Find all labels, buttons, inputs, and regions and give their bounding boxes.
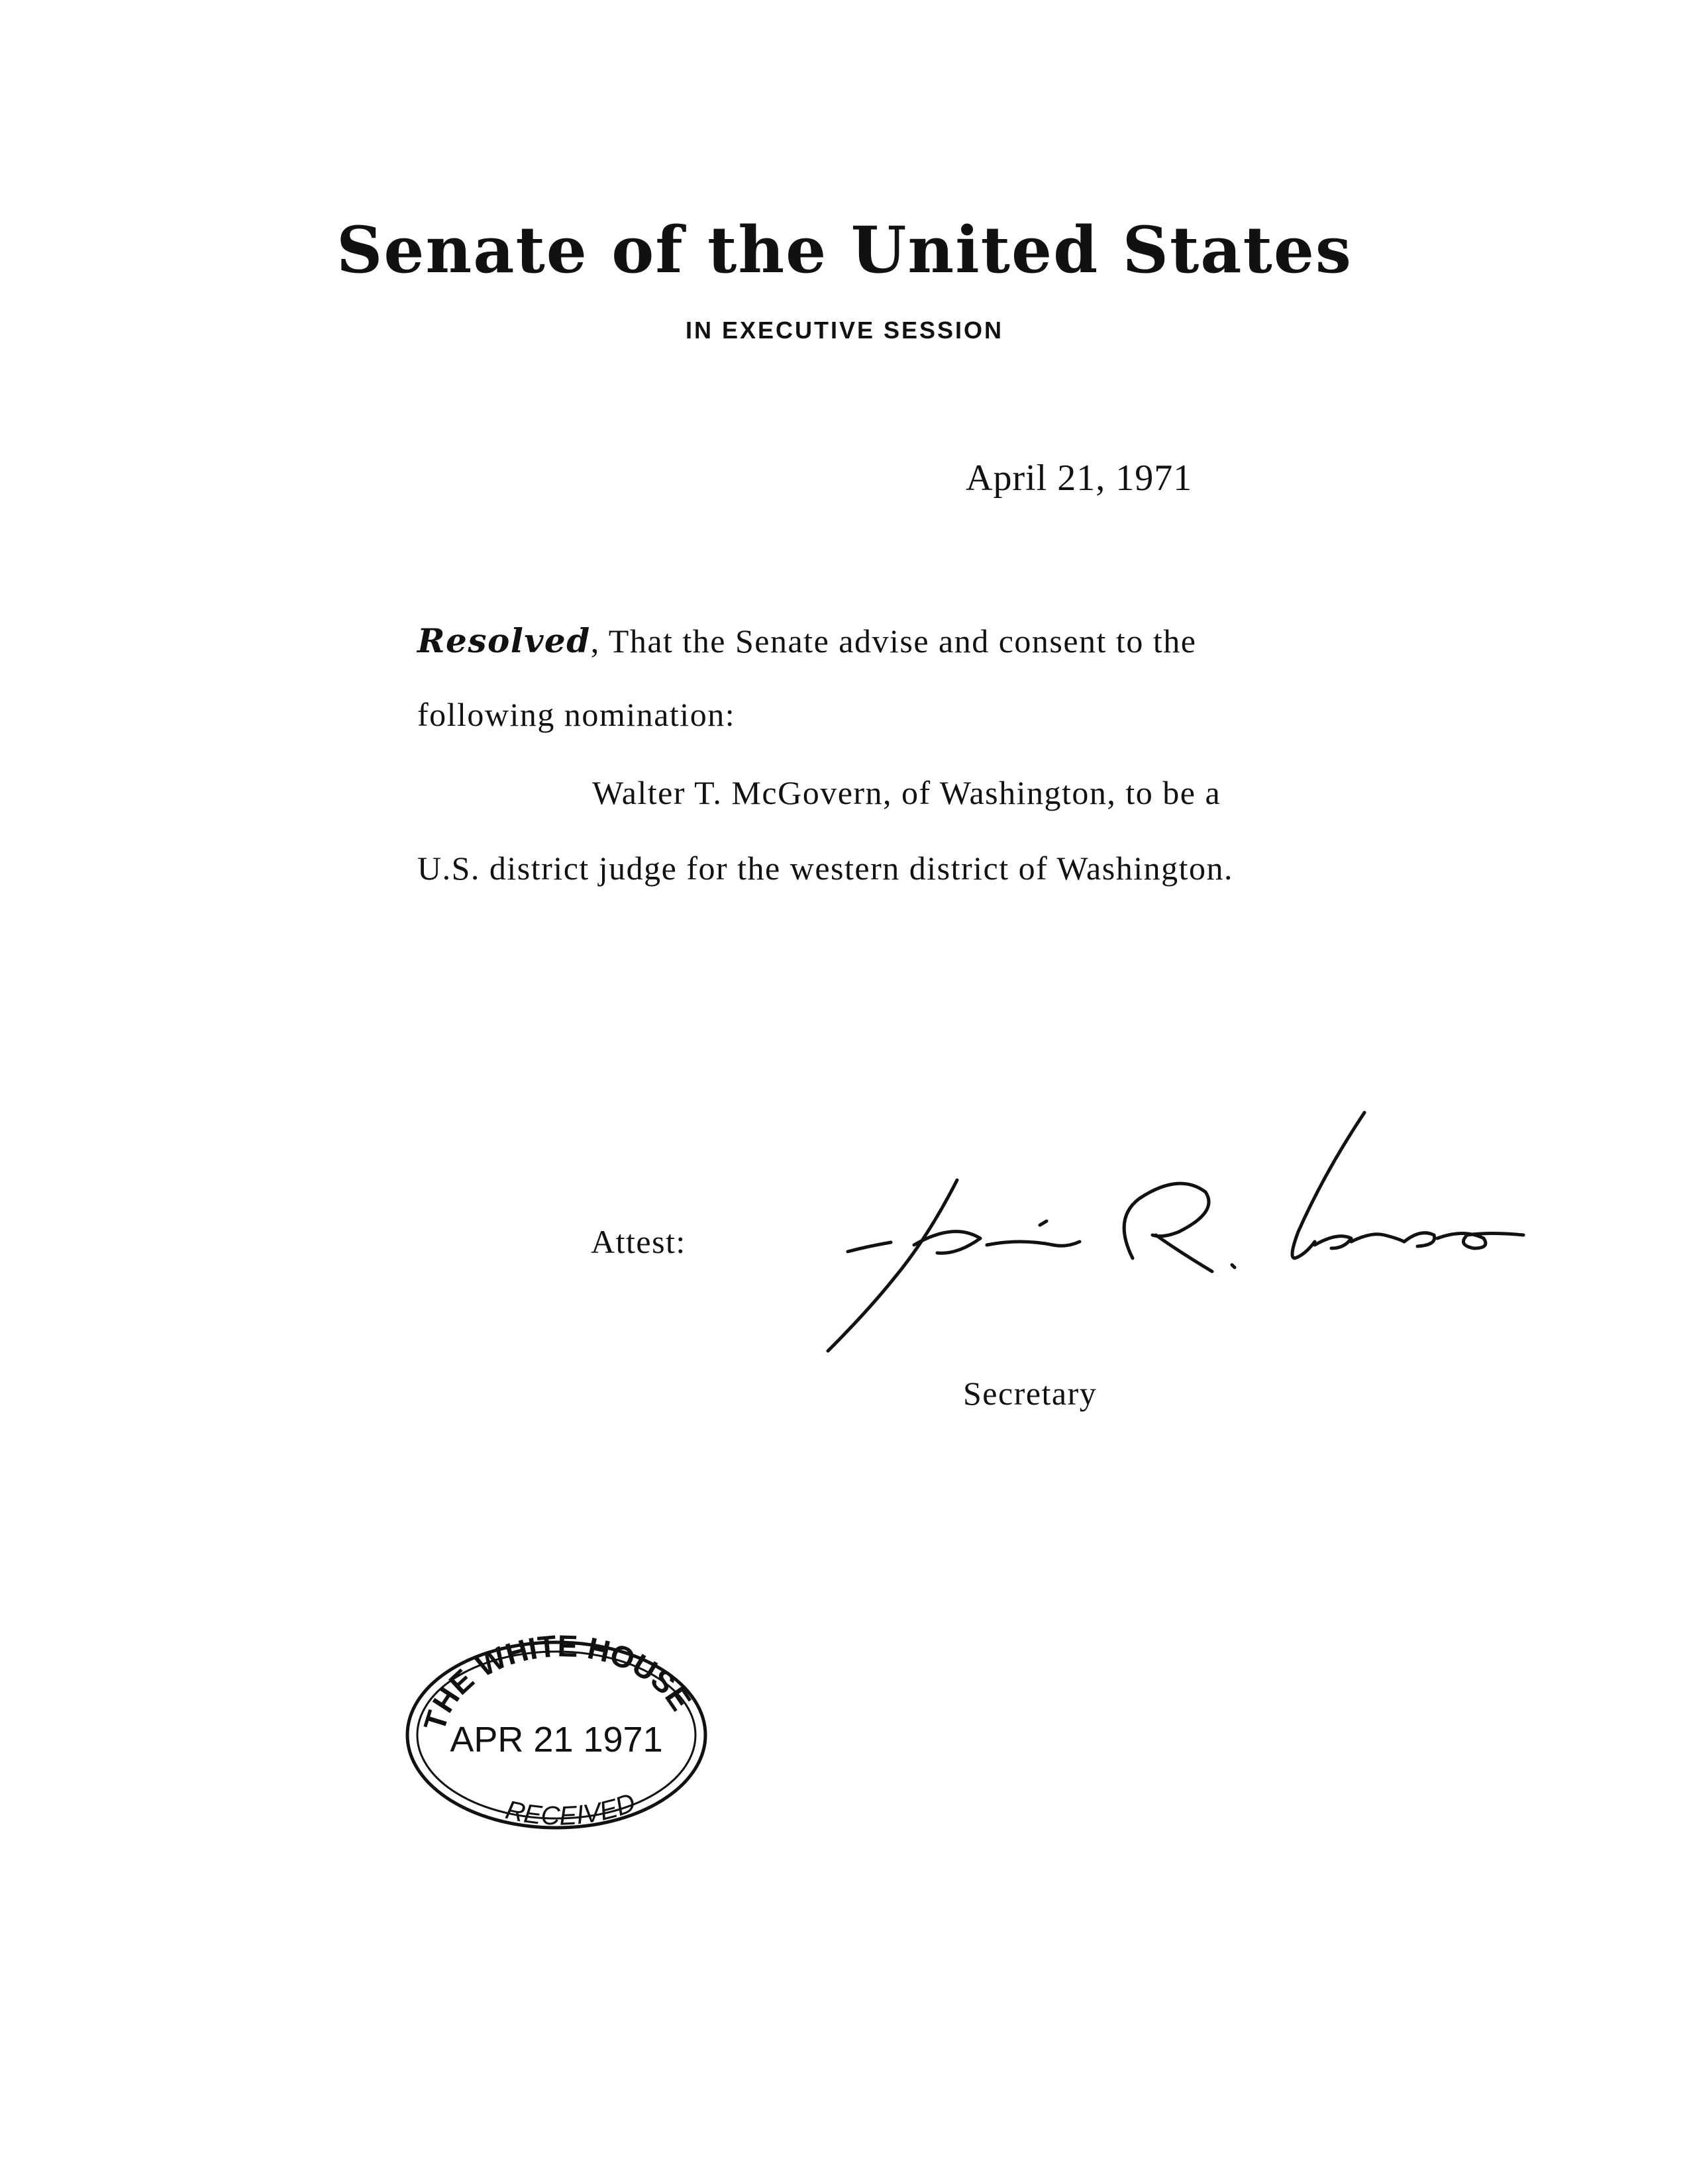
stamp-date: APR 21 1971 xyxy=(450,1720,663,1760)
svg-text:THE WHITE HOUSE xyxy=(417,1629,698,1735)
resolution-line-1-text: , That the Senate advise and consent to the xyxy=(590,622,1197,660)
stamp-top-text: THE WHITE HOUSE xyxy=(417,1629,699,1735)
nomination-line-2: U.S. district judge for the western district of Washington. xyxy=(417,850,1233,887)
nomination-line-1: Walter T. McGovern, of Washington, to be a xyxy=(592,774,1221,811)
attest-label: Attest: xyxy=(591,1223,686,1260)
resolution-line-1 xyxy=(417,621,1196,660)
senate-heading: Senate of the United States xyxy=(336,213,1353,287)
document-date: April 21, 1971 xyxy=(966,458,1193,499)
resolved-word: Resolved xyxy=(417,621,591,660)
stamp-bottom-text: RECEIVED xyxy=(503,1787,640,1831)
svg-text:RECEIVED xyxy=(503,1788,639,1831)
executive-session-subheading: IN EXECUTIVE SESSION xyxy=(685,317,1004,344)
secretary-signature xyxy=(821,1106,1550,1371)
resolution-line-2: following nomination: xyxy=(417,696,736,733)
secretary-title: Secretary xyxy=(963,1375,1098,1412)
white-house-received-stamp xyxy=(397,1629,715,1841)
